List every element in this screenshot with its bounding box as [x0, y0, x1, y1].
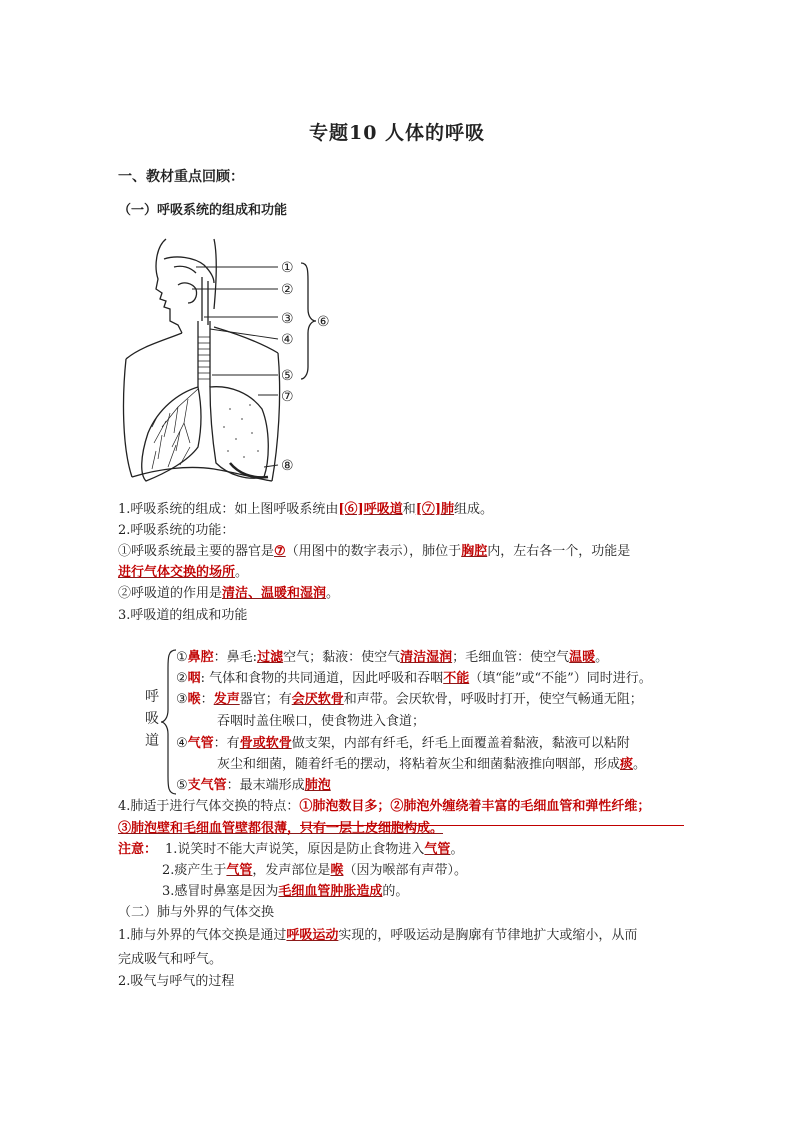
airway-item-trachea-cont: 灰尘和细菌，随着纤毛的摆动，将粘着灰尘和细菌黏液推向咽部，形成痰。 — [217, 757, 647, 772]
label-5: ⑤ — [281, 368, 294, 384]
subsection-heading: （一）呼吸系统的组成和功能 — [118, 203, 288, 218]
paragraph-gas-exchange: 1.肺与外界的气体交换是通过呼吸运动实现的，呼吸运动是胸廓有节律地扩大或缩小，从而 — [118, 928, 638, 943]
airway-item-larynx: ③喉：发声器官；有会厌软骨和声带。会厌软骨，呼吸时打开，使空气畅通无阻； — [176, 692, 643, 707]
section-heading: 一、教材重点回顾： — [118, 169, 244, 185]
brace-char-3: 道 — [145, 733, 159, 749]
label-2: ② — [281, 282, 294, 298]
paragraph-gas-exchange-cont: 完成吸气和呼气。 — [118, 952, 223, 967]
label-6: ⑥ — [317, 314, 330, 330]
airway-item-pharynx: ②咽: 气体和食物的共同通道，因此呼吸和吞咽不能（填“能”或“不能”）同时进行。 — [176, 671, 652, 686]
note-line-2: 2.痰产生于气管，发声部位是喉（因为喉部有声带）。 — [162, 863, 467, 878]
brace-char-1: 呼 — [145, 689, 159, 705]
paragraph-function-heading: 2.呼吸系统的功能： — [118, 523, 235, 538]
label-8: ⑧ — [281, 458, 294, 474]
paragraph-lung-function: 进行气体交换的场所。 — [118, 565, 249, 580]
brace-char-2: 吸 — [145, 711, 159, 727]
paragraph-composition: 1.呼吸系统的组成：如上图呼吸系统由[⑥]呼吸道和[⑦]肺组成。 — [118, 502, 494, 517]
paragraph-airway-role: ②呼吸道的作用是清洁、温暖和湿润。 — [118, 586, 340, 601]
airway-item-larynx-cont: 吞咽时盖住喉口，使食物进入食道； — [217, 714, 426, 729]
paragraph-airway-heading: 3.呼吸道的组成和功能 — [118, 608, 248, 623]
note-line-3: 3.感冒时鼻塞是因为毛细血管肿胀造成的。 — [162, 884, 409, 899]
note-line-1: 注意： 1.说笑时不能大声说笑，原因是防止食物进入气管。 — [118, 842, 464, 857]
paragraph-alveoli-features: 4.肺适于进行气体交换的特点：①肺泡数目多；②肺泡外缠绕着丰富的毛细血管和弹性纤维； — [118, 799, 651, 814]
label-4: ④ — [281, 332, 294, 348]
paragraph-breathing-process: 2.吸气与呼气的过程 — [118, 974, 235, 989]
airway-item-nose: ①鼻腔：鼻毛:过滤空气；黏液：使空气清洁湿润；毛细血管：使空气温暖。 — [176, 650, 609, 665]
airway-item-bronchi: ⑤支气管：最末端形成肺泡 — [176, 778, 331, 793]
label-3: ③ — [281, 311, 294, 327]
airway-item-trachea: ④气管：有骨或软骨做支架，内部有纤毛，纤毛上面覆盖着黏液，黏液可以粘附 — [176, 736, 630, 751]
paragraph-main-organ: ①呼吸系统最主要的器官是⑦（用图中的数字表示），肺位于胸腔内，左右各一个，功能是 — [118, 544, 631, 559]
label-1: ① — [281, 260, 294, 276]
page-title: 专题10 人体的呼吸 — [308, 122, 486, 144]
respiratory-system-diagram — [118, 237, 333, 485]
label-7: ⑦ — [281, 389, 294, 405]
subsection-heading-2: （二）肺与外界的气体交换 — [118, 905, 275, 920]
paragraph-alveoli-features-cont: ③肺泡壁和毛细血管壁都很薄，只有一层上皮细胞构成。 — [118, 821, 444, 836]
